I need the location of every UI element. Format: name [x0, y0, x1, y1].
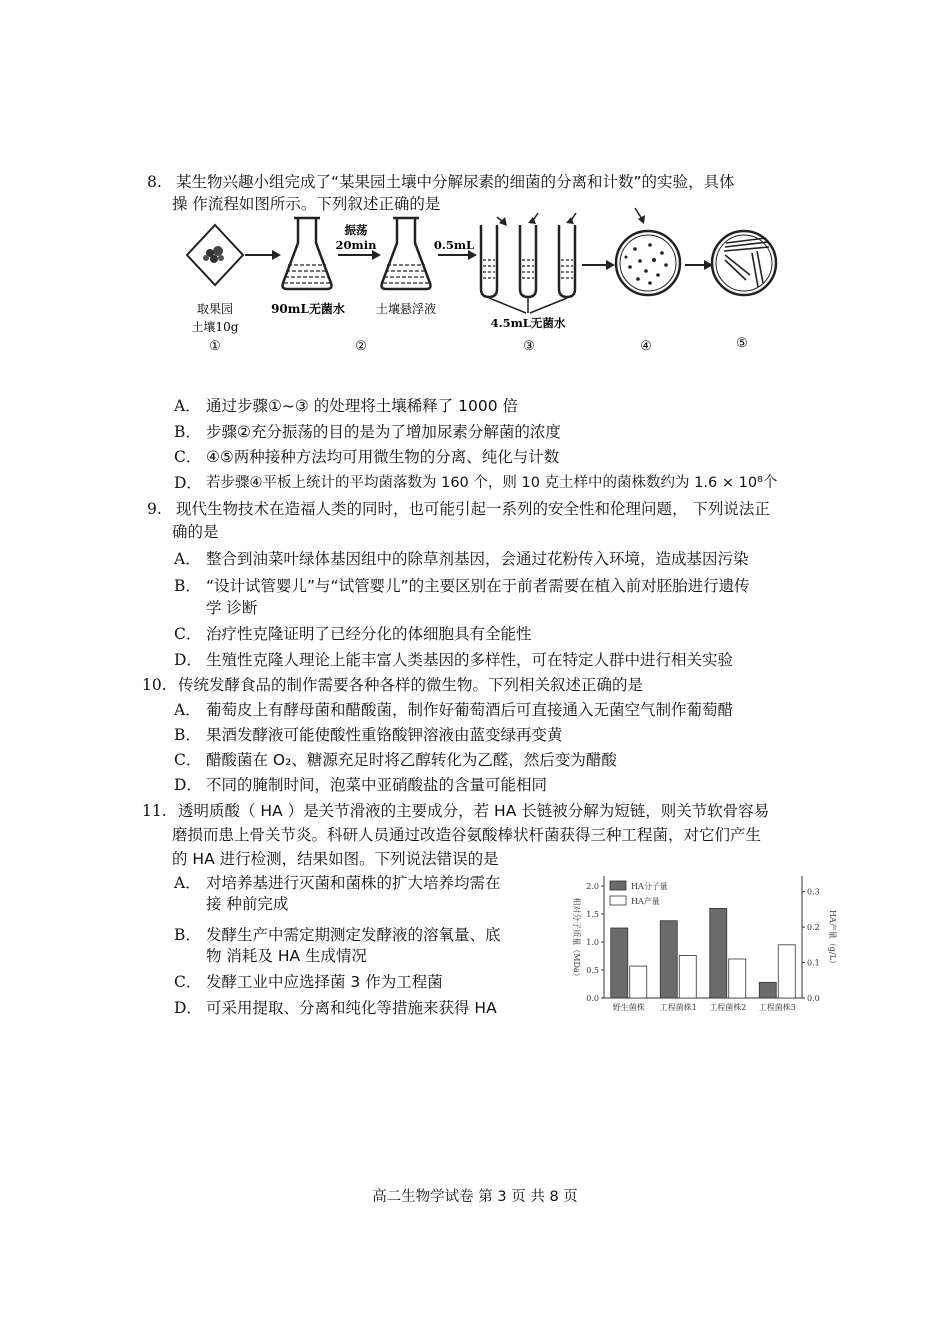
q10-option-d-text: 不同的腌制时间，泡菜中亚硝酸盐的含量可能相同 [206, 776, 548, 794]
question-8-stem-line2: 操 作流程如图所示。下列叙述正确的是 [172, 195, 441, 213]
q11-option-c-letter: C． [174, 973, 202, 991]
step1-label-line1: 取果园 [196, 302, 234, 316]
q11-option-d-text: 可采用提取、分离和纯化等措施来获得 HA [206, 999, 497, 1017]
q9-option-c-letter: C． [174, 625, 202, 643]
right-tick-label: 0.0 [807, 994, 820, 1003]
q8-experiment-figure [180, 205, 790, 365]
q11-option-a-text-cont: 接 种前完成 [206, 895, 289, 913]
bar-ha-molecular-weight [660, 921, 677, 998]
q10-option-d-letter: D． [174, 776, 202, 794]
left-tick-label: 0.5 [586, 966, 599, 975]
q8-option-d-letter: D． [174, 474, 202, 492]
step1-label-line2: 土壤10g [191, 320, 239, 334]
question-11-stem-line3: 的 HA 进行检测，结果如图。下列说法错误的是 [172, 850, 499, 868]
right-axis-label: HA产量（g/L） [828, 910, 837, 968]
question-8-number: 8. [147, 173, 162, 191]
legend-swatch-yield [610, 896, 626, 905]
question-9-stem-line2: 确的是 [172, 523, 219, 541]
q11-option-c-text: 发酵工业中应选择菌 3 作为工程菌 [206, 973, 443, 991]
q9-option-c-text: 治疗性克隆证明了已经分化的体细胞具有全能性 [206, 625, 532, 643]
test-tubes-icon [481, 213, 576, 313]
x-tick-label: 工程菌株3 [758, 1003, 796, 1012]
q11-option-b-text: 发酵生产中需定期测定发酵液的溶氧量、底 [206, 926, 501, 944]
legend-label-yield: HA产量 [631, 897, 660, 906]
right-tick-label: 0.2 [807, 923, 820, 933]
transfer-volume-label: 0.5mL [433, 238, 475, 252]
right-tick-label: 0.1 [807, 958, 820, 968]
question-9-number: 9. [147, 500, 162, 518]
streak-plate-icon [712, 231, 776, 295]
q8-option-d-text: 若步骤④平板上统计的平均菌落数为 160 个，则 10 克土样中的菌株数约为 1.6 × 10⁸个 [206, 475, 778, 491]
legend-label-molecular-weight: HA分子量 [631, 882, 668, 891]
bar-ha-yield [778, 945, 795, 998]
question-9-stem-line1: 现代生物技术在造福人类的同时，也可能引起一系列的安全性和伦理问题， 下列说法正 [176, 500, 770, 518]
left-tick-label: 1.5 [586, 910, 599, 919]
step-marker-3: ③ [523, 339, 535, 354]
flask-suspension-icon [382, 218, 431, 289]
q9-option-d-text: 生殖性克隆人理论上能丰富人类基因的多样性，可在特定人群中进行相关实验 [206, 651, 734, 669]
question-10-number: 10. [142, 676, 167, 694]
q10-option-c-letter: C． [174, 751, 202, 769]
q10-option-b-letter: B． [174, 726, 201, 744]
question-8-stem-line1: 某生物兴趣小组完成了“某果园土壤中分解尿素的细菌的分离和计数”的实验，具体 [176, 173, 735, 191]
q11-option-a-letter: A． [174, 874, 201, 892]
q11-option-a-text: 对培养基进行灭菌和菌株的扩大培养均需在 [206, 874, 501, 892]
x-tick-label: 工程菌株2 [709, 1003, 747, 1012]
step-marker-5: ⑤ [736, 336, 748, 351]
q10-option-a-text: 葡萄皮上有酵母菌和醋酸菌，制作好葡萄酒后可直接通入无菌空气制作葡萄醋 [206, 701, 734, 719]
q9-option-b-text-cont: 学 诊断 [206, 599, 258, 617]
soil-sample-icon [187, 225, 243, 285]
left-tick-label: 0.0 [586, 994, 599, 1003]
q8-option-a-text: 通过步骤①~③ 的处理将土壤稀释了 1000 倍 [206, 397, 519, 415]
q11-option-b-letter: B． [174, 926, 201, 944]
q8-option-a-letter: A． [174, 397, 201, 415]
question-11-stem-line1: 透明质酸（ HA ）是关节滑液的主要成分，若 HA 长链被分解为短链，则关节软骨容易 [178, 802, 770, 820]
flask-90ml-icon [283, 218, 332, 289]
shake-time-label: 20min [335, 238, 377, 252]
page-footer: 高二生物学试卷 第 3 页 共 8 页 [372, 1189, 578, 1205]
question-11-number: 11. [142, 802, 167, 820]
q8-option-b-text: 步骤②充分振荡的目的是为了增加尿素分解菌的浓度 [206, 423, 561, 441]
bar-ha-yield [729, 959, 746, 998]
q8-option-c-text: ④⑤两种接种方法均可用微生物的分离、纯化与计数 [206, 448, 560, 466]
bar-ha-yield [679, 955, 696, 998]
step2-label: 90mL无菌水 [271, 302, 345, 316]
q8-option-c-letter: C． [174, 448, 202, 466]
ha-bar-chart [562, 868, 842, 1018]
q9-option-a-text: 整合到油菜叶绿体基因组中的除草剂基因，会通过花粉传入环境，造成基因污染 [206, 550, 749, 568]
q10-option-c-text: 醋酸菌在 O₂、糖源充足时将乙醇转化为乙醛，然后变为醋酸 [206, 751, 617, 769]
q11-option-d-letter: D． [174, 999, 202, 1017]
step-marker-1: ① [209, 339, 221, 354]
bar-ha-molecular-weight [710, 908, 727, 998]
bar-ha-molecular-weight [611, 928, 628, 998]
q10-option-b-text: 果酒发酵液可能使酸性重铬酸钾溶液由蓝变绿再变黄 [206, 726, 563, 744]
left-tick-label: 1.0 [586, 938, 599, 947]
q9-option-b-letter: B． [174, 577, 201, 595]
step2b-label: 土壤悬浮液 [375, 302, 437, 316]
right-tick-label: 0.3 [807, 887, 820, 897]
bar-ha-yield [630, 966, 647, 998]
left-axis-label: 相对分子质量（MDa） [572, 897, 581, 981]
spread-plate-icon [616, 208, 680, 295]
x-tick-label: 工程菌株1 [659, 1003, 697, 1012]
x-tick-label: 野生菌株 [612, 1003, 645, 1012]
left-tick-label: 2.0 [586, 882, 599, 891]
step-marker-2: ② [355, 339, 367, 354]
q10-option-a-letter: A． [174, 701, 201, 719]
question-11-stem-line2: 磨损而患上骨关节炎。科研人员通过改造谷氨酸棒状杆菌获得三种工程菌，对它们产生 [172, 826, 762, 844]
step-marker-4: ④ [640, 339, 652, 354]
q11-option-b-text-cont: 物 消耗及 HA 生成情况 [206, 947, 368, 965]
q9-option-d-letter: D． [174, 651, 202, 669]
q9-option-b-text: “设计试管婴儿”与“试管婴儿”的主要区别在于前者需要在植入前对胚胎进行遗传 [206, 577, 750, 595]
question-10-stem-line1: 传统发酵食品的制作需要各种各样的微生物。下列相关叙述正确的是 [178, 676, 644, 694]
q8-option-b-letter: B． [174, 423, 201, 441]
shake-label: 振荡 [344, 223, 368, 237]
q9-option-a-letter: A． [174, 550, 201, 568]
tubes-water-label: 4.5mL无菌水 [490, 316, 566, 330]
legend-swatch-molecular-weight [610, 881, 626, 890]
bar-ha-molecular-weight [759, 982, 776, 998]
